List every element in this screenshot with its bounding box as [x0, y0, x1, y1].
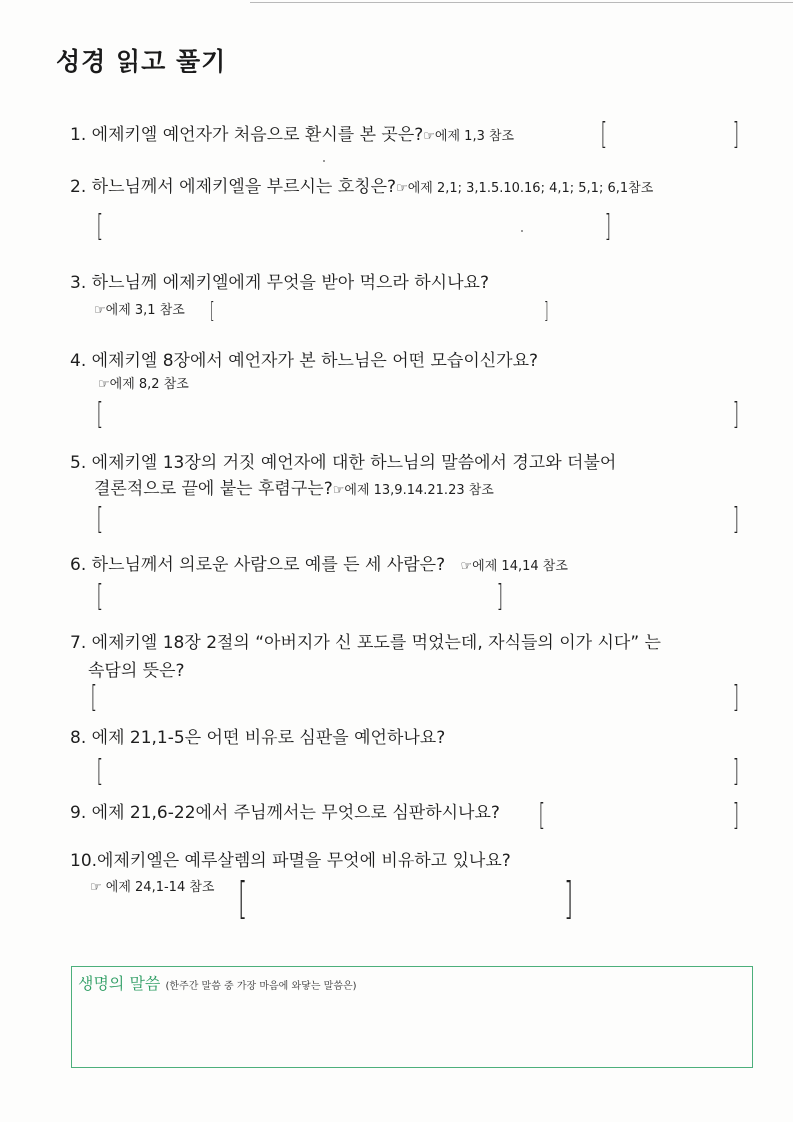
answer-bracket-close: ] [732, 502, 740, 537]
answer-bracket-close: ] [732, 680, 740, 715]
answer-bracket-open: [ [90, 680, 98, 715]
question-6 [70, 553, 568, 579]
answer-bracket-close: ] [496, 579, 504, 614]
answer-bracket-open: [ [96, 754, 104, 789]
question-number: 4. [70, 351, 87, 371]
question-8 [70, 726, 445, 750]
answer-bracket-open: [ [96, 397, 104, 432]
reference: ☞ 에제 24,1-14 참조 [90, 880, 215, 895]
reference: ☞에제 2,1; 3,1.5.10.16; 4,1; 5,1; 6,1참조 [396, 181, 654, 196]
question-5-line-2 [94, 477, 494, 503]
question-text: 하느님께서 에제키엘을 부르시는 호칭은? [91, 177, 397, 197]
word-of-life-box [71, 966, 753, 1068]
question-10 [70, 849, 511, 873]
question-text: 에제키엘 예언자가 처음으로 환시를 본 곳은? [91, 125, 424, 145]
question-text: 에제키엘 18장 2절의 “아버지가 신 포도를 먹었는데, 자식들의 이가 시다” 는 [91, 633, 661, 653]
question-4 [70, 349, 538, 373]
scan-speck [521, 230, 523, 232]
answer-bracket-open: [ [237, 873, 248, 924]
scan-speck [323, 160, 325, 162]
answer-bracket-close: ] [732, 798, 740, 833]
question-number: 1. [70, 125, 87, 145]
question-2 [70, 175, 653, 201]
answer-bracket-close: ] [604, 209, 612, 244]
question-number: 7. [70, 633, 87, 653]
answer-bracket-close: ] [563, 873, 574, 924]
word-of-life-subtitle: (한주간 말씀 중 가장 마음에 와닿는 말씀은) [165, 981, 357, 992]
question-text: 결론적으로 끝에 붙는 후렴구는? [94, 479, 333, 499]
question-7 [70, 631, 661, 655]
answer-bracket-close: ] [732, 397, 740, 432]
question-7-line-2 [88, 659, 185, 683]
question-text: 에제키엘은 예루살렘의 파멸을 무엇에 비유하고 있나요? [97, 851, 511, 871]
answer-bracket-open: [ [96, 209, 104, 244]
word-of-life-title: 생명의 말씀 [78, 974, 161, 993]
question-9 [70, 801, 500, 825]
top-rule [250, 2, 793, 3]
question-number: 9. [70, 803, 87, 823]
question-1 [70, 123, 514, 149]
question-text: 속담의 뜻은? [88, 661, 185, 681]
question-number: 8. [70, 728, 87, 748]
reference: ☞에제 3,1 참조 [94, 303, 185, 318]
question-5 [70, 451, 616, 475]
reference: ☞에제 14,14 참조 [460, 559, 568, 574]
answer-bracket-open: [ [209, 299, 215, 324]
question-number: 2. [70, 177, 87, 197]
answer-bracket-open: [ [96, 502, 104, 537]
question-text: 에제 21,1-5은 어떤 비유로 심판을 예언하나요? [91, 728, 446, 748]
answer-bracket-open: [ [538, 798, 546, 833]
question-number: 5. [70, 453, 87, 473]
word-of-life-header [78, 971, 357, 994]
question-number: 3. [70, 273, 87, 293]
question-number: 10. [70, 851, 98, 871]
reference: ☞에제 1,3 참조 [423, 129, 515, 144]
question-text: 에제키엘 8장에서 예언자가 본 하느님은 어떤 모습이신가요? [91, 351, 539, 371]
answer-bracket-close: ] [543, 299, 549, 324]
question-text: 에제키엘 13장의 거짓 예언자에 대한 하느님의 말씀에서 경고와 더불어 [91, 453, 617, 473]
answer-bracket-open: [ [600, 117, 608, 152]
answer-bracket-close: ] [732, 117, 740, 152]
question-text: 하느님께서 의로운 사람으로 예를 든 세 사람은? [91, 555, 446, 575]
page-title: 성경 읽고 풀기 [56, 47, 227, 76]
reference: ☞에제 8,2 참조 [98, 377, 189, 392]
question-text: 에제 21,6-22에서 주님께서는 무엇으로 심판하시나요? [91, 803, 500, 823]
answer-bracket-close: ] [732, 754, 740, 789]
question-text: 하느님께 에제키엘에게 무엇을 받아 먹으라 하시나요? [91, 273, 489, 293]
question-number: 6. [70, 555, 87, 575]
reference: ☞에제 13,9.14.21.23 참조 [332, 483, 494, 498]
question-3 [70, 271, 489, 295]
answer-bracket-open: [ [96, 579, 104, 614]
